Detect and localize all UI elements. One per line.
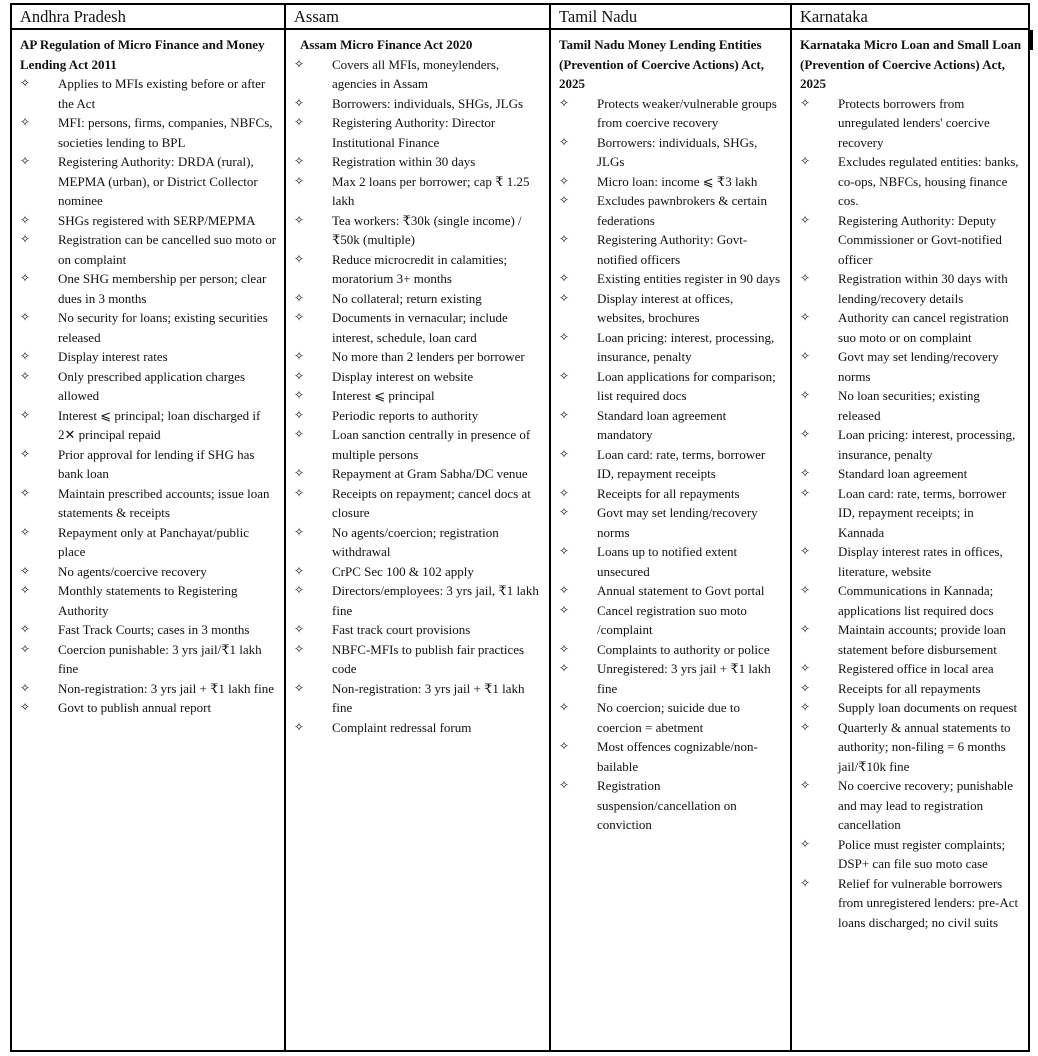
provision-item [294, 406, 543, 426]
provision-item [20, 640, 278, 679]
column-assam [285, 29, 550, 1051]
bullet-icon: ✧ [800, 680, 811, 695]
provision-text: No loan securities; existing released [838, 388, 980, 423]
act-title: Tamil Nadu Money Lending Entities (Prevention of Coercive Actions) Act, 2025 [559, 37, 764, 91]
provision-item [559, 289, 784, 328]
comparison-table [10, 3, 1030, 1052]
provision-item [559, 542, 784, 581]
provision-item [20, 484, 278, 523]
provision-text: Directors/employees: 3 yrs jail, ₹1 lakh fine [332, 583, 539, 618]
column-andhra-pradesh [11, 29, 285, 1051]
provision-item [559, 659, 784, 698]
header-row [11, 4, 1029, 29]
provision-text: Govt may set lending/recovery norms [838, 349, 999, 384]
provision-text: MFI: persons, firms, companies, NBFCs, societies lending to BPL [58, 115, 273, 150]
provision-item [20, 698, 278, 718]
bullet-icon: ✧ [20, 154, 31, 168]
bullet-icon: ✧ [294, 154, 305, 168]
bullet-icon: ✧ [294, 719, 305, 734]
provision-item [20, 406, 278, 445]
state-header: Andhra Pradesh [11, 4, 285, 29]
provision-text: Repayment at Gram Sabha/DC venue [332, 466, 528, 481]
provision-text: Loans up to notified extent unsecured [597, 544, 738, 579]
edge-mark [1030, 30, 1033, 50]
provision-item [800, 679, 1022, 699]
provision-text: Loan pricing: interest, processing, insurance, penalty [838, 427, 1016, 462]
provision-item [800, 152, 1022, 211]
provision-text: Registration within 30 days with lending/recovery details [838, 271, 1008, 306]
provision-item [800, 386, 1022, 425]
bullet-icon: ✧ [20, 368, 31, 383]
provision-text: Protects borrowers from unregulated lenders' coercive recovery [838, 95, 990, 150]
provision-text: Existing entities register in 90 days [597, 271, 781, 286]
provision-item [559, 191, 784, 230]
bullet-icon: ✧ [294, 368, 305, 383]
bullet-icon: ✧ [559, 95, 570, 110]
bullet-icon: ✧ [559, 641, 570, 656]
bullet-icon: ✧ [294, 290, 305, 305]
bullet-icon: ✧ [294, 310, 305, 324]
bullet-icon: ✧ [800, 719, 811, 734]
provision-text: No agents/coercion; registration withdrawal [332, 524, 499, 559]
bullet-icon: ✧ [294, 56, 305, 71]
provision-text: Interest ⩽ principal; loan discharged if 2✕ principal repaid [58, 407, 261, 442]
bullet-icon: ✧ [294, 524, 305, 539]
provision-text: Loan card: rate, terms, borrower ID, repayment receipts [597, 446, 766, 481]
body-row [11, 29, 1029, 1051]
provision-text: Monthly statements to Registering Authority [58, 583, 238, 618]
provision-text: No collateral; return existing [332, 290, 482, 306]
bullet-icon: ✧ [20, 115, 31, 129]
provision-item [294, 347, 543, 367]
provision-item [294, 250, 543, 289]
provision-item [800, 542, 1022, 581]
provision-text: No security for loans; existing securities released [58, 310, 268, 345]
bullet-icon: ✧ [559, 290, 570, 305]
bullet-icon: ✧ [800, 485, 811, 500]
bullet-icon: ✧ [559, 505, 570, 519]
bullet-icon: ✧ [20, 524, 31, 539]
provision-text: CrPC Sec 100 & 102 apply [332, 563, 474, 579]
provision-item [294, 289, 543, 309]
provision-item [294, 425, 543, 464]
provision-text: Registering Authority: Director Institutional Finance [332, 115, 496, 150]
bullet-icon: ✧ [20, 641, 31, 656]
provision-text: Cancel registration suo moto /complaint [597, 602, 747, 637]
bullet-icon: ✧ [559, 407, 570, 422]
provision-text: Display interest on website [332, 368, 474, 384]
bullet-icon: ✧ [800, 583, 811, 597]
provision-text: Authority can cancel registration suo moto or on complaint [838, 310, 1009, 345]
provision-text: Police must register complaints; DSP+ can file suo moto case [838, 836, 1006, 871]
act-title: AP Regulation of Micro Finance and Money Lending Act 2011 [20, 37, 265, 72]
provision-text: Excludes regulated entities: banks, co-ops, NBFCs, housing finance cos. [838, 154, 1019, 208]
provision-item [294, 113, 543, 152]
bullet-icon: ✧ [800, 544, 811, 558]
bullet-icon: ✧ [294, 173, 305, 188]
provision-text: Annual statement to Govt portal [597, 583, 765, 598]
bullet-icon: ✧ [20, 622, 31, 636]
provision-item [20, 74, 278, 113]
provision-text: Non-registration: 3 yrs jail + ₹1 lakh fine [332, 680, 525, 715]
provision-item [294, 211, 543, 250]
provision-item [800, 776, 1022, 835]
provision-item [800, 484, 1022, 543]
bullet-icon: ✧ [20, 407, 31, 422]
provision-text: Display interest at offices, websites, brochures [597, 290, 734, 325]
provision-item [294, 484, 543, 523]
provision-text: Registration within 30 days [332, 154, 476, 169]
bullet-icon: ✧ [559, 232, 570, 246]
provision-item [800, 698, 1022, 718]
provision-list [800, 94, 1022, 933]
provision-item [559, 328, 784, 367]
provision-item [559, 776, 784, 835]
provision-text: Relief for vulnerable borrowers from unregistered lenders: pre-Act loans discharged; no civil suits [838, 875, 1019, 930]
provision-text: Most offences cognizable/non-bailable [597, 739, 758, 774]
bullet-icon: ✧ [294, 485, 305, 500]
provision-item [20, 562, 278, 582]
provision-item [800, 874, 1022, 933]
provision-text: Covers all MFIs, moneylenders, agencies in Assam [332, 56, 500, 91]
provision-item [20, 679, 278, 699]
provision-text: Complaint redressal forum [332, 719, 472, 735]
act-title: Assam Micro Finance Act 2020 [300, 37, 473, 52]
bullet-icon: ✧ [559, 661, 570, 675]
provision-text: No coercive recovery; punishable and may lead to registration cancellation [838, 778, 1014, 832]
provision-text: Prior approval for lending if SHG has bank loan [58, 446, 255, 481]
provision-text: Supply loan documents on request [838, 700, 1018, 715]
bullet-icon: ✧ [294, 583, 305, 597]
provision-item [294, 172, 543, 211]
provision-text: Registering Authority: Deputy Commissioner or Govt-notified officer [838, 212, 1002, 267]
bullet-icon: ✧ [800, 271, 811, 285]
provision-text: Applies to MFIs existing before or after the Act [58, 76, 266, 111]
provision-item [20, 581, 278, 620]
provision-text: Quarterly & annual statements to authority; non-filing = 6 months jail/₹10k fine [838, 719, 1011, 774]
provision-text: Fast Track Courts; cases in 3 months [58, 622, 250, 637]
state-header: Tamil Nadu [550, 4, 791, 29]
bullet-icon: ✧ [294, 622, 305, 636]
provision-text: Unregistered: 3 yrs jail + ₹1 lakh fine [597, 661, 771, 696]
act-title: Karnataka Micro Loan and Small Loan (Prevention of Coercive Actions) Act, 2025 [800, 37, 1022, 91]
bullet-icon: ✧ [800, 622, 811, 636]
provision-text: One SHG membership per person; clear dues in 3 months [58, 271, 267, 306]
provision-item [20, 269, 278, 308]
provision-text: Registered office in local area [838, 661, 994, 676]
provision-item [294, 640, 543, 679]
provision-item [800, 620, 1022, 659]
provision-item [559, 172, 784, 192]
provision-text: No more than 2 lenders per borrower [332, 349, 525, 364]
provision-item [20, 152, 278, 211]
bullet-icon: ✧ [20, 583, 31, 597]
provision-text: Documents in vernacular; include interest, schedule, loan card [332, 310, 508, 345]
provision-item [800, 211, 1022, 270]
provision-text: Standard loan agreement mandatory [597, 407, 727, 442]
provision-item [20, 211, 278, 231]
provision-text: Coercion punishable: 3 yrs jail/₹1 lakh fine [58, 641, 262, 676]
bullet-icon: ✧ [559, 602, 570, 617]
bullet-icon: ✧ [20, 212, 31, 227]
provision-text: Communications in Kannada; applications list required docs [838, 583, 994, 618]
provision-item [20, 367, 278, 406]
bullet-icon: ✧ [559, 446, 570, 461]
bullet-icon: ✧ [294, 115, 305, 129]
bullet-icon: ✧ [559, 368, 570, 383]
bullet-icon: ✧ [20, 349, 31, 363]
bullet-icon: ✧ [559, 778, 570, 792]
provision-text: Registering Authority: DRDA (rural), MEPMA (urban), or District Collector nominee [58, 154, 258, 208]
bullet-icon: ✧ [559, 271, 570, 285]
bullet-icon: ✧ [800, 212, 811, 227]
bullet-icon: ✧ [559, 739, 570, 753]
bullet-icon: ✧ [559, 485, 570, 500]
bullet-icon: ✧ [20, 76, 31, 90]
bullet-icon: ✧ [800, 427, 811, 441]
state-header: Assam [285, 4, 550, 29]
provision-text: Loan applications for comparison; list required docs [597, 368, 776, 403]
provision-item [294, 367, 543, 387]
provision-item [559, 601, 784, 640]
bullet-icon: ✧ [20, 563, 31, 578]
provision-item [800, 718, 1022, 777]
provision-item [559, 503, 784, 542]
provision-text: Excludes pawnbrokers & certain federations [597, 193, 768, 228]
provision-text: Receipts for all repayments [838, 680, 981, 696]
provision-item [20, 620, 278, 640]
bullet-icon: ✧ [294, 680, 305, 695]
provision-item [294, 679, 543, 718]
bullet-icon: ✧ [20, 271, 31, 285]
bullet-icon: ✧ [294, 641, 305, 656]
provision-item [559, 133, 784, 172]
provision-item [800, 94, 1022, 153]
provision-item [20, 347, 278, 367]
provision-text: Only prescribed application charges allowed [58, 368, 246, 403]
bullet-icon: ✧ [800, 875, 811, 890]
provision-text: No agents/coercive recovery [58, 563, 207, 579]
provision-item [20, 230, 278, 269]
bullet-icon: ✧ [20, 446, 31, 461]
bullet-icon: ✧ [20, 680, 31, 695]
provision-text: Periodic reports to authority [332, 407, 479, 423]
bullet-icon: ✧ [800, 661, 811, 675]
bullet-icon: ✧ [800, 466, 811, 480]
provision-text: Maintain accounts; provide loan statement before disbursement [838, 622, 1006, 657]
bullet-icon: ✧ [800, 388, 811, 402]
bullet-icon: ✧ [800, 836, 811, 851]
provision-item [800, 835, 1022, 874]
column-karnataka [791, 29, 1029, 1051]
provision-text: Max 2 loans per borrower; cap ₹ 1.25 lakh [332, 173, 530, 208]
column-tamil-nadu [550, 29, 791, 1051]
provision-item [294, 55, 543, 94]
bullet-icon: ✧ [800, 349, 811, 363]
provision-text: Receipts for all repayments [597, 485, 740, 501]
provision-item [800, 464, 1022, 484]
provision-list [20, 74, 278, 718]
provision-item [294, 581, 543, 620]
bullet-icon: ✧ [559, 134, 570, 149]
provision-text: Non-registration: 3 yrs jail + ₹1 lakh fine [58, 680, 274, 696]
provision-item [294, 386, 543, 406]
provision-text: Borrowers: individuals, SHGs, JLGs [597, 134, 758, 169]
provision-item [559, 581, 784, 601]
provision-item [294, 464, 543, 484]
provision-text: Repayment only at Panchayat/public place [58, 524, 249, 559]
provision-item [20, 308, 278, 347]
provision-item [294, 523, 543, 562]
bullet-icon: ✧ [294, 388, 305, 402]
bullet-icon: ✧ [20, 485, 31, 500]
provision-item [559, 445, 784, 484]
provision-item [20, 113, 278, 152]
provision-item [294, 94, 543, 114]
provision-text: Loan card: rate, terms, borrower ID, repayment receipts; in Kannada [838, 485, 1007, 540]
provision-text: Display interest rates [58, 349, 168, 364]
bullet-icon: ✧ [559, 173, 570, 188]
provision-item [800, 659, 1022, 679]
provision-text: SHGs registered with SERP/MEPMA [58, 212, 256, 228]
provision-text: Protects weaker/vulnerable groups from coercive recovery [597, 95, 777, 130]
provision-text: Loan sanction centrally in presence of multiple persons [332, 427, 531, 462]
bullet-icon: ✧ [559, 583, 570, 597]
provision-text: Display interest rates in offices, literature, website [838, 544, 1003, 579]
provision-item [294, 562, 543, 582]
provision-item [800, 347, 1022, 386]
provision-text: Micro loan: income ⩽ ₹3 lakh [597, 173, 758, 189]
provision-item [294, 620, 543, 640]
provision-item [800, 581, 1022, 620]
provision-list [559, 94, 784, 835]
provision-item [20, 445, 278, 484]
provision-text: Fast track court provisions [332, 622, 471, 637]
provision-text: Reduce microcredit in calamities; moratorium 3+ months [332, 251, 508, 286]
provision-text: Govt to publish annual report [58, 700, 212, 715]
bullet-icon: ✧ [294, 427, 305, 441]
provision-item [294, 308, 543, 347]
provision-text: Registration can be cancelled suo moto or on complaint [58, 232, 277, 267]
provision-item [559, 406, 784, 445]
provision-item [294, 718, 543, 738]
provision-item [20, 523, 278, 562]
bullet-icon: ✧ [294, 251, 305, 266]
bullet-icon: ✧ [294, 563, 305, 578]
provision-text: No coercion; suicide due to coercion = abetment [597, 700, 740, 735]
provision-text: Registration suspension/cancellation on conviction [597, 778, 737, 832]
bullet-icon: ✧ [800, 154, 811, 168]
provision-text: Receipts on repayment; cancel docs at closure [332, 485, 531, 520]
provision-text: Govt may set lending/recovery norms [597, 505, 758, 540]
bullet-icon: ✧ [800, 95, 811, 110]
provision-item [559, 484, 784, 504]
provision-item [800, 269, 1022, 308]
bullet-icon: ✧ [294, 349, 305, 363]
provision-text: Registering Authority: Govt-notified officers [597, 232, 748, 267]
provision-text: Borrowers: individuals, SHGs, JLGs [332, 95, 524, 111]
provision-item [559, 367, 784, 406]
bullet-icon: ✧ [559, 329, 570, 344]
provision-item [559, 698, 784, 737]
bullet-icon: ✧ [294, 212, 305, 227]
provision-item [294, 152, 543, 172]
provision-text: Complaints to authority or police [597, 641, 770, 657]
bullet-icon: ✧ [800, 700, 811, 714]
bullet-icon: ✧ [20, 700, 31, 714]
provision-item [800, 308, 1022, 347]
bullet-icon: ✧ [559, 193, 570, 207]
provision-text: Standard loan agreement [838, 466, 968, 481]
bullet-icon: ✧ [20, 232, 31, 246]
provision-item [559, 269, 784, 289]
bullet-icon: ✧ [294, 466, 305, 480]
bullet-icon: ✧ [800, 778, 811, 792]
provision-text: Maintain prescribed accounts; issue loan statements & receipts [58, 485, 270, 520]
bullet-icon: ✧ [294, 95, 305, 110]
provision-text: Tea workers: ₹30k (single income) / ₹50k (multiple) [332, 212, 522, 247]
provision-text: Interest ⩽ principal [332, 388, 435, 403]
provision-list [294, 55, 543, 738]
provision-item [559, 640, 784, 660]
provision-item [559, 94, 784, 133]
bullet-icon: ✧ [20, 310, 31, 324]
provision-item [559, 230, 784, 269]
bullet-icon: ✧ [800, 310, 811, 324]
provision-item [559, 737, 784, 776]
bullet-icon: ✧ [294, 407, 305, 422]
provision-item [800, 425, 1022, 464]
provision-text: Loan pricing: interest, processing, insurance, penalty [597, 329, 775, 364]
state-header: Karnataka [791, 4, 1029, 29]
bullet-icon: ✧ [559, 544, 570, 558]
provision-text: NBFC-MFIs to publish fair practices code [332, 641, 525, 676]
bullet-icon: ✧ [559, 700, 570, 714]
